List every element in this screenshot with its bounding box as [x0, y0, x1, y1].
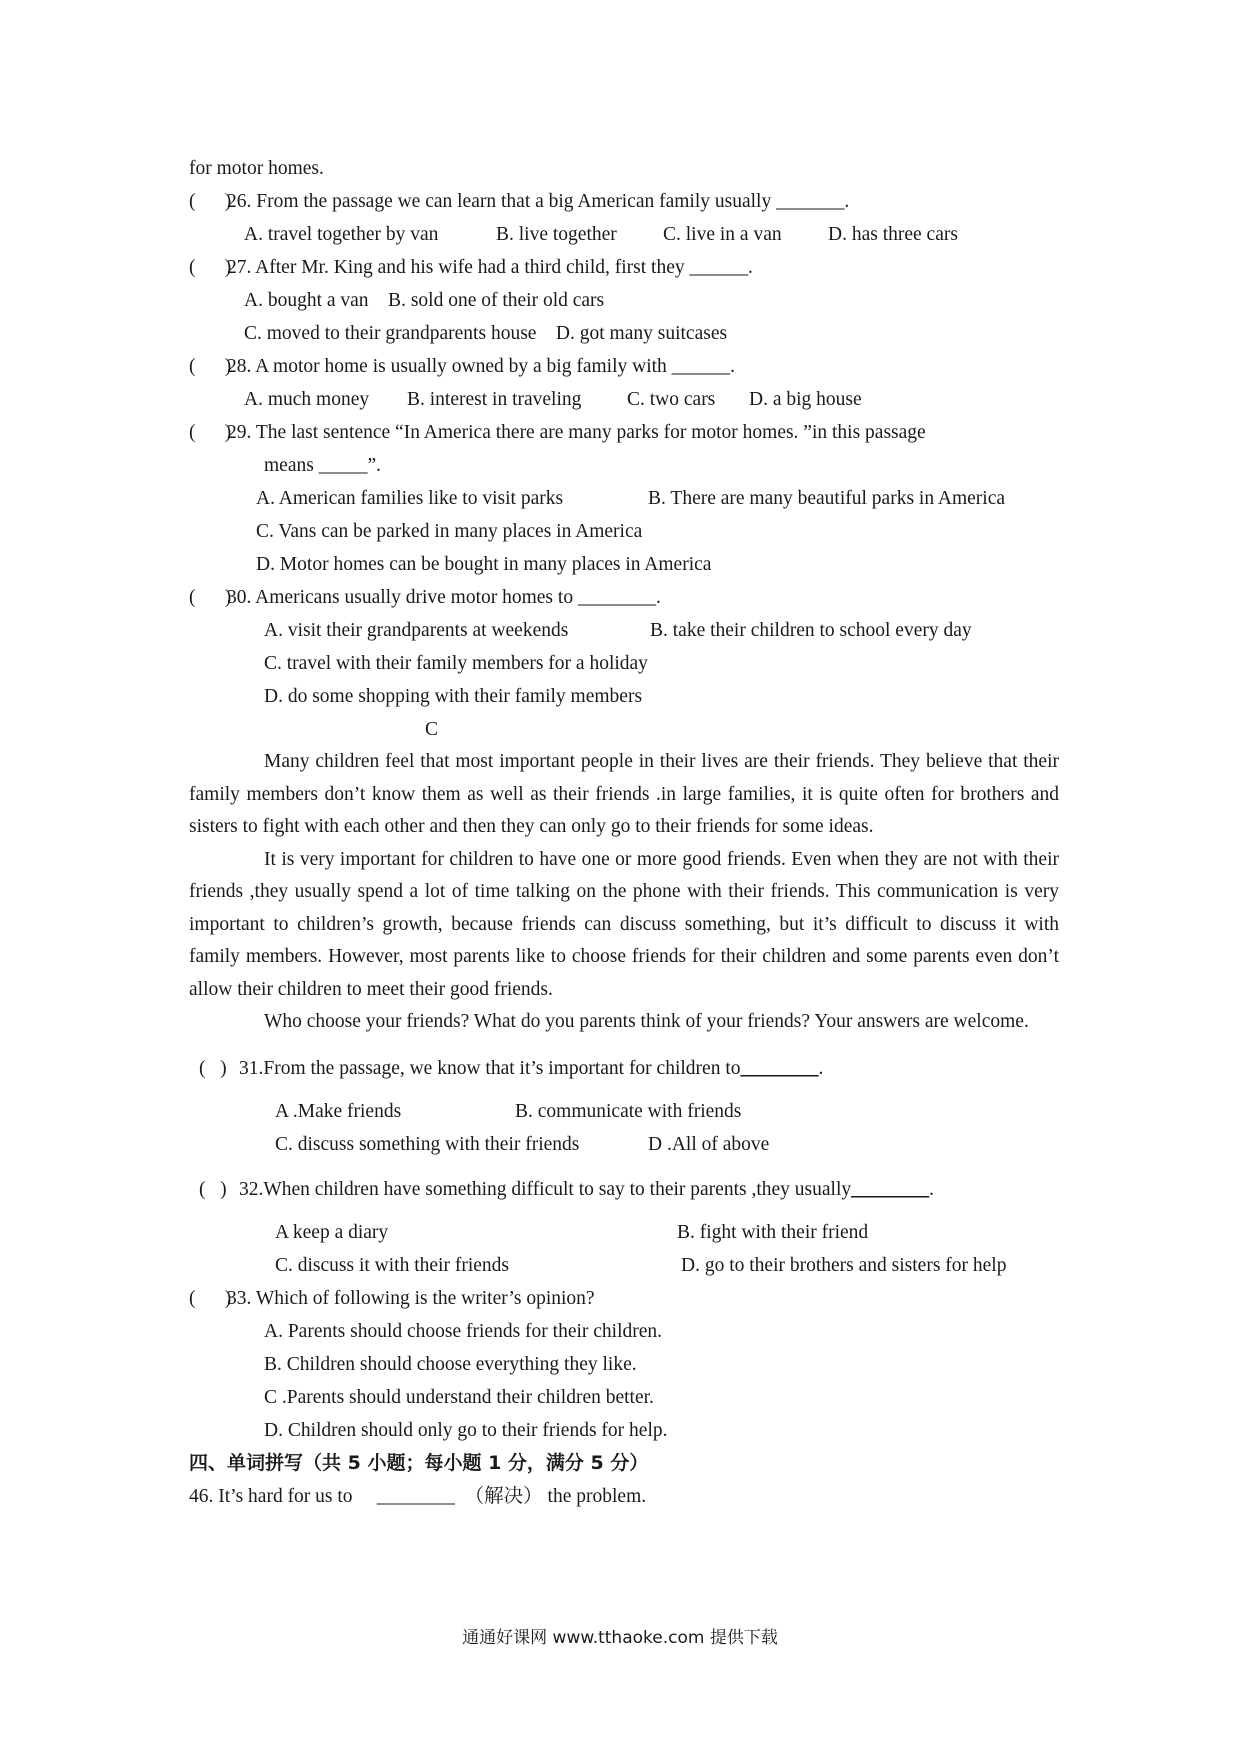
option-c: C. Vans can be parked in many places in America — [256, 521, 643, 542]
answer-paren: ( ) — [189, 191, 232, 212]
option-a: A. visit their grandparents at weekends — [264, 620, 569, 641]
footer-watermark: 通通好课网 www.tthaoke.com 提供下载 — [462, 1628, 778, 1648]
option-c: C. live in a van — [663, 224, 782, 245]
question-end: . — [818, 1057, 824, 1079]
question-29 — [189, 416, 1059, 449]
option-a: A keep a diary — [275, 1221, 389, 1243]
option-d: D. has three cars — [828, 224, 958, 245]
option-b: B. communicate with friends — [515, 1100, 742, 1122]
answer-paren: ( ) — [189, 1287, 232, 1309]
question-31 — [189, 1052, 1059, 1085]
question-26 — [189, 185, 1059, 218]
option-b: B. live together — [496, 224, 617, 245]
options-31-row1 — [189, 1095, 1059, 1128]
answer-paren: ( ) — [199, 1057, 227, 1079]
options-32-row1 — [189, 1216, 1059, 1249]
option-d: D. Motor homes can be bought in many places in America — [256, 554, 712, 575]
answer-paren: ( ) — [199, 1178, 227, 1200]
question-stem: 33. Which of following is the writer’s opinion? — [227, 1287, 595, 1309]
option-a: A. travel together by van — [244, 224, 439, 245]
option-b: B. interest in traveling — [407, 389, 582, 410]
option-c: C .Parents should understand their children better. — [264, 1386, 654, 1408]
question-stem: 32.When children have something difficult to say to their parents ,they usually — [239, 1178, 852, 1200]
options-27-line1: A. bought a van B. sold one of their old cars — [244, 290, 605, 311]
question-46: 46. It’s hard for us to ________ （解决） the problem. — [189, 1485, 647, 1507]
answer-blank: ________ — [851, 1178, 930, 1200]
question-stem: 31.From the passage, we know that it’s important for children to — [239, 1057, 741, 1079]
question-27 — [189, 251, 1059, 284]
page-content — [189, 152, 1059, 1513]
options-28 — [189, 383, 1059, 416]
option-b: B. There are many beautiful parks in America — [648, 488, 1006, 509]
question-stem: 29. The last sentence “In America there are many parks for motor homes. ”in this passage — [227, 422, 926, 443]
passage-paragraph-3: Who choose your friends? What do you parents think of your friends? Your answers are welcome. — [264, 1011, 1029, 1032]
passage-paragraph-1: Many children feel that most important people in their lives are their friends. They believe that their family members don’t know them as well as their friends .in large families, it is quite often for brothers and sisters to fight with each other and then they can only go to their friends for some ideas. — [189, 751, 1059, 837]
section-4-title: 四、单词拼写（共 5 小题；每小题 1 分，满分 5 分） — [189, 1451, 649, 1474]
answer-blank: ________ — [740, 1057, 819, 1079]
option-d: D. do some shopping with their family members — [264, 686, 643, 707]
options-27-line2: C. moved to their grandparents house D. got many suitcases — [244, 323, 728, 344]
option-b: B. Children should choose everything they like. — [264, 1353, 637, 1375]
option-c: C. two cars — [627, 389, 716, 410]
option-d: D .All of above — [648, 1133, 770, 1155]
question-stem: 28. A motor home is usually owned by a big family with ______. — [227, 356, 736, 377]
question-29-stem-cont: means _____”. — [264, 455, 381, 476]
options-29-row1 — [189, 482, 1059, 515]
question-stem: 30. Americans usually drive motor homes to ________. — [227, 587, 661, 608]
option-a: A. Parents should choose friends for their children. — [264, 1320, 663, 1342]
option-c: C. discuss it with their friends — [275, 1254, 509, 1276]
option-d: D. a big house — [749, 389, 862, 410]
question-end: . — [929, 1178, 934, 1200]
option-a: A. much money — [244, 389, 370, 410]
question-33 — [189, 1282, 1059, 1315]
option-d: D. Children should only go to their friends for help. — [264, 1419, 668, 1441]
question-30 — [189, 581, 1059, 614]
question-stem: 27. After Mr. King and his wife had a third child, first they ______. — [227, 257, 753, 278]
option-b: B. fight with their friend — [677, 1221, 869, 1243]
option-d: D. go to their brothers and sisters for help — [681, 1254, 1007, 1276]
option-a: A .Make friends — [275, 1100, 402, 1122]
answer-paren: ( ) — [189, 422, 232, 443]
option-b: B. take their children to school every day — [650, 620, 972, 641]
answer-paren: ( ) — [189, 257, 232, 278]
passage-paragraph-2: It is very important for children to have one or more good friends. Even when they are not with their friends ,they usually spend a lot of time talking on the phone with their friends. This communication is very important to children’s growth, because friends can discuss something, but it’s difficult to discuss it with family members. However, most parents like to choose friends for their children and some parents even don’t allow their children to meet their good friends. — [189, 848, 1059, 1000]
option-c: C. travel with their family members for a holiday — [264, 653, 648, 674]
options-31-row2 — [189, 1128, 1059, 1161]
question-28 — [189, 350, 1059, 383]
options-30-row1 — [189, 614, 1059, 647]
question-stem: 26. From the passage we can learn that a big American family usually _______. — [227, 191, 850, 212]
option-c: C. discuss something with their friends — [275, 1133, 580, 1155]
answer-paren: ( ) — [189, 587, 232, 608]
intro-line: for motor homes. — [189, 158, 324, 179]
options-32-row2 — [189, 1249, 1059, 1282]
options-26 — [189, 218, 1059, 251]
section-c-title: C — [425, 719, 439, 740]
question-32 — [189, 1173, 1059, 1206]
answer-paren: ( ) — [189, 356, 232, 377]
option-a: A. American families like to visit parks — [256, 488, 564, 509]
